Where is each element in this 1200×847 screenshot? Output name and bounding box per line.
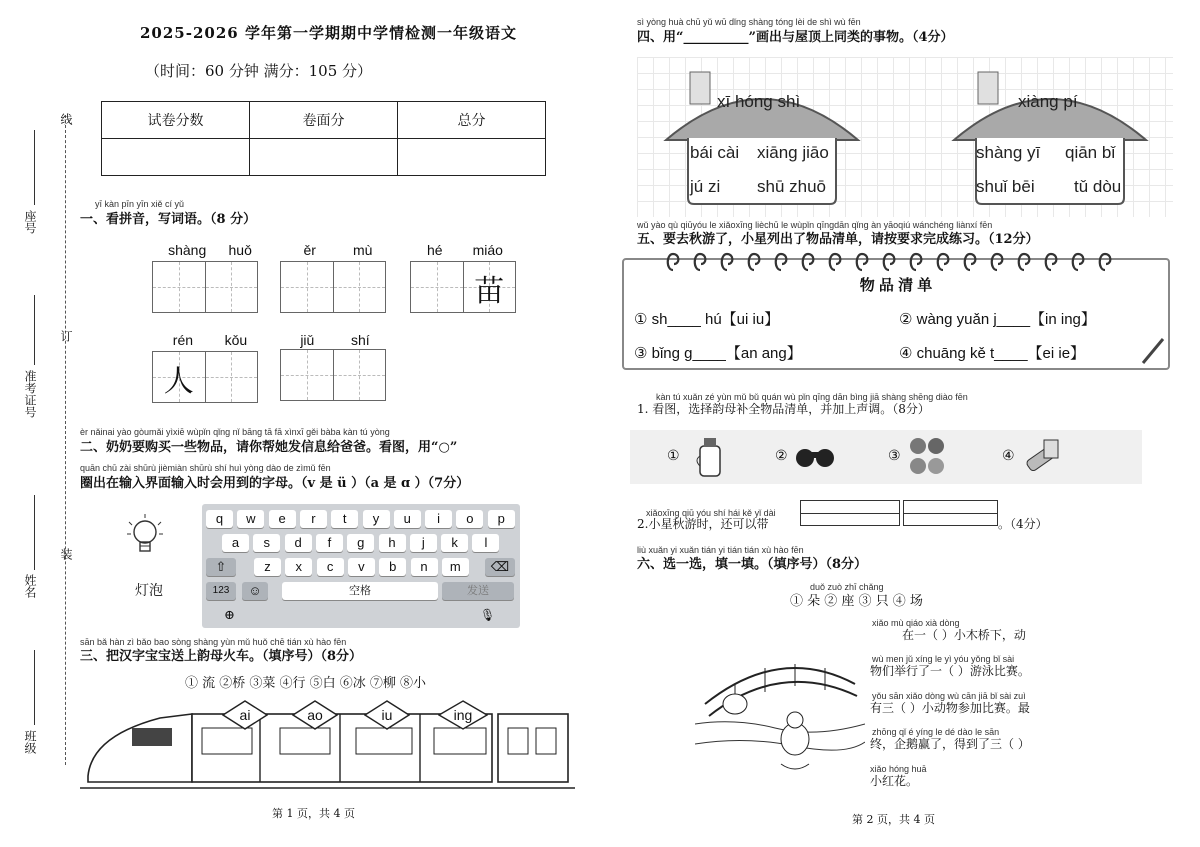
house-2-item-1[interactable]: shàng yī: [976, 143, 1041, 162]
q1-item-2-pinyin: [285, 242, 391, 258]
given-char: 人: [163, 364, 194, 399]
backspace-key[interactable]: ⌫: [485, 558, 515, 576]
space-key[interactable]: 空格: [282, 582, 438, 600]
q6-line-4: 终，企鹅赢了，得到了三（ ）: [870, 737, 1030, 751]
emoji-key[interactable]: ☺: [242, 582, 268, 600]
key-n[interactable]: n: [411, 558, 438, 576]
q6-line-hint-4: zhōng qǐ é yíng le dé dào le sān: [872, 727, 1000, 737]
final-label: ao: [307, 707, 323, 723]
binoculars-icon: [795, 442, 835, 470]
list-title: 物 品 清 单: [859, 277, 933, 294]
list-item-2[interactable]: ② wàng yuǎn j____【in ing】: [899, 311, 1096, 328]
q6-line-3: 有三（ ）小动物参加比赛。最: [870, 701, 1030, 715]
key-r[interactable]: r: [300, 510, 327, 528]
q5-hint: wǔ yào qù qiūyóu le xiǎoxīng lièchū le wùpǐn qīngdān qǐng àn yāoqiú wánchéng liànxí fēn: [637, 220, 993, 230]
q5-sub1-hint: kàn tú xuǎn zé yùn mǔ bǔ quán wù pǐn qīng dān bìng jiā shàng shēng diào fēn: [656, 392, 968, 402]
q2-hint-1: èr nǎinai yào gòumǎi yìxiē wùpǐn qǐng nǐ bāng tā fā xìnxī gěi bàba kàn tú yòng: [80, 427, 390, 437]
q1-writing-box-2[interactable]: [280, 261, 386, 313]
pinyin-syllable: miáo: [472, 242, 503, 258]
q6-line-hint-1: xiǎo mù qiáo xià dòng: [872, 618, 960, 628]
band-aid-icon: [1022, 438, 1062, 478]
q1-writing-box-1[interactable]: [152, 261, 258, 313]
bridge-animals-illustration: [695, 624, 865, 784]
spiral-ring-icon: [853, 250, 871, 272]
key-k[interactable]: k: [441, 534, 468, 552]
q6-options: ① 朵 ② 座 ③ 只 ④ 场: [790, 594, 923, 609]
q2-title-line-1: 二、奶奶要购买一些物品，请你帮她发信息给爸爸。看图，用“○”: [80, 440, 458, 455]
house-1-roof-word: xī hóng shì: [717, 92, 801, 111]
q6-options-hint: duǒ zuò zhī chǎng: [810, 582, 884, 592]
list-item-4[interactable]: ④ chuāng kě t____【ei ie】: [899, 345, 1086, 362]
house-2-roof-word: xiàng pí: [1018, 92, 1078, 111]
key-t[interactable]: t: [331, 510, 358, 528]
spiral-ring-icon: [691, 250, 709, 272]
q5-sub2: 2.小星秋游时，还可以带: [637, 517, 769, 531]
final-sign-ao: [292, 700, 338, 730]
spiral-ring-icon: [745, 250, 763, 272]
q1-pinyin-hint: yī kàn pīn yīn xiě cí yǔ: [95, 199, 185, 209]
house-1-item-1[interactable]: bái cài: [690, 143, 740, 162]
page-2-footer: 第 2 页，共 4 页: [852, 813, 935, 826]
q3-hint: sān bǎ hàn zì bǎo bao sòng shàng yùn mǔ huǒ chē tián xù hào fēn: [80, 637, 347, 647]
house-1-item-3[interactable]: jú zi: [690, 177, 721, 196]
class-label: 班级: [23, 730, 37, 754]
q5-answer-box-1[interactable]: [800, 500, 900, 526]
key-e[interactable]: e: [269, 510, 296, 528]
bulb-label: 灯泡: [135, 583, 163, 599]
key-i[interactable]: i: [425, 510, 452, 528]
spiral-ring-icon: [1096, 250, 1114, 272]
spiral-ring-icon: [907, 250, 925, 272]
q6-line-hint-2: wù men jǔ xíng le yì yóu yǒng bǐ sài: [872, 654, 1015, 664]
name-label: 姓名: [23, 574, 37, 598]
score-input-paper[interactable]: [102, 139, 250, 176]
shift-key[interactable]: ⇧: [206, 558, 236, 576]
q2-hint-2: quān chū zài shūrù jièmiàn shūrù shí huì yòng dào de zìmǔ fēn: [80, 463, 331, 473]
key-z[interactable]: z: [254, 558, 281, 576]
q5-sub2-tail: 。（4分）: [998, 517, 1048, 531]
pinyin-syllable: shí: [350, 332, 370, 348]
key-b[interactable]: b: [379, 558, 406, 576]
final-sign-iu: [364, 700, 410, 730]
q6-line-2: 物们举行了一（ ）游泳比赛。: [870, 664, 1030, 678]
house-2-item-3[interactable]: shuǐ bēi: [976, 177, 1035, 196]
q4-title: 四、用“__________”画出与屋顶上同类的事物。（4分）: [637, 30, 954, 45]
q5-sub2-hint: xiǎoxīng qiū yóu shí hái kě yǐ dài: [646, 508, 776, 518]
pinyin-syllable: kǒu: [224, 332, 248, 348]
final-label: ai: [239, 707, 251, 723]
score-input-total[interactable]: [398, 139, 546, 176]
spiral-ring-icon: [934, 250, 952, 272]
key-m[interactable]: m: [442, 558, 469, 576]
globe-icon[interactable]: ⊕: [224, 608, 235, 623]
key-o[interactable]: o: [456, 510, 483, 528]
score-header-neatness: 卷面分: [250, 102, 398, 139]
page-2: [600, 0, 1200, 847]
spiral-ring-icon: [1069, 250, 1087, 272]
spiral-ring-icon: [1042, 250, 1060, 272]
pinyin-syllable: jiǔ: [300, 332, 315, 348]
q1-item-1-pinyin: [157, 242, 263, 258]
score-input-neatness[interactable]: [250, 139, 398, 176]
notebook-list: [622, 258, 1170, 370]
pinyin-syllable: ěr: [303, 242, 316, 258]
send-key[interactable]: 发送: [442, 582, 514, 600]
spiral-ring-icon: [961, 250, 979, 272]
sidebar-line-mark: 线: [59, 113, 73, 125]
key-j[interactable]: j: [410, 534, 437, 552]
score-table: [101, 101, 546, 176]
house-1-item-4[interactable]: shū zhuō: [757, 177, 826, 196]
pinyin-syllable: rén: [172, 332, 194, 348]
q5-answer-box-2[interactable]: [903, 500, 998, 526]
q6-title: 六、选一选，填一填。（填序号）（8分）: [637, 557, 868, 572]
key-123[interactable]: 123: [206, 582, 236, 600]
q2-title-line-2: 圈出在输入界面输入时会用到的字母。（v 是 ü ）（a 是 ɑ ）（7分）: [80, 476, 470, 491]
kettle-icon: [694, 434, 726, 480]
q1-writing-box-5[interactable]: [280, 349, 386, 401]
q6-line-hint-3: yǒu sān xiǎo dòng wù cān jiā bǐ sài zuì: [872, 691, 1026, 701]
exam-number-field[interactable]: [34, 295, 35, 365]
page-1-footer: 第 1 页，共 4 页: [272, 807, 355, 820]
key-g[interactable]: g: [347, 534, 374, 552]
score-header-paper: 试卷分数: [102, 102, 250, 139]
pic-number: ②: [775, 448, 788, 464]
q6-line-5: 小红花。: [870, 774, 919, 788]
final-sign-ai: [222, 700, 268, 730]
pencil-icon: [1140, 336, 1166, 366]
q1-item-3-pinyin: [412, 242, 518, 258]
q1-writing-box-3[interactable]: [410, 261, 516, 313]
seat-label: 座号: [23, 210, 37, 234]
lightbulb-icon: [125, 512, 165, 564]
phone-keyboard: [202, 504, 520, 628]
spiral-ring-icon: [664, 250, 682, 272]
spiral-ring-icon: [826, 250, 844, 272]
q6-line-hint-5: xiǎo hóng huā: [870, 764, 927, 774]
key-h[interactable]: h: [379, 534, 406, 552]
q5-title: 五、要去秋游了，小星列出了物品清单，请按要求完成练习。（12分）: [637, 232, 1039, 247]
sidebar-zhuang-mark: 装: [59, 548, 73, 560]
key-c[interactable]: c: [317, 558, 344, 576]
spiral-ring-icon: [1015, 250, 1033, 272]
pic-number: ③: [888, 448, 901, 464]
q1-item-5-pinyin: [282, 332, 388, 348]
given-char: 苗: [474, 274, 505, 309]
key-f[interactable]: f: [316, 534, 343, 552]
key-p[interactable]: p: [488, 510, 515, 528]
class-field[interactable]: [34, 650, 35, 725]
house-2-item-4[interactable]: tǔ dòu: [1074, 177, 1122, 196]
q1-title: 一、看拼音，写词语。（8 分）: [80, 212, 257, 227]
q6-hint: liù xuǎn yi xuǎn tián yi tián tián xù hào fēn: [637, 545, 804, 555]
key-u[interactable]: u: [394, 510, 421, 528]
exam-subtitle: （时间：60 分钟 满分：105 分）: [145, 62, 373, 80]
pinyin-syllable: huǒ: [228, 242, 252, 258]
key-q[interactable]: q: [206, 510, 233, 528]
list-item-3[interactable]: ③ bǐng g____【an ang】: [634, 345, 802, 362]
pinyin-syllable: hé: [427, 242, 443, 258]
q1-writing-box-4[interactable]: [152, 351, 258, 403]
key-w[interactable]: w: [237, 510, 264, 528]
house-1-item-2[interactable]: xiāng jiāo: [757, 143, 829, 162]
key-d[interactable]: d: [285, 534, 312, 552]
q1-item-4-pinyin: [157, 332, 263, 348]
key-y[interactable]: y: [363, 510, 390, 528]
spiral-ring-icon: [988, 250, 1006, 272]
seat-field[interactable]: [34, 130, 35, 205]
q6-line-1: 在一（ ）小木桥下，动: [902, 628, 1026, 642]
spiral-ring-icon: [718, 250, 736, 272]
cookies-icon: [908, 436, 948, 480]
final-label: ing: [453, 707, 473, 723]
sidebar-ding-mark: 订: [59, 330, 73, 342]
key-a[interactable]: a: [222, 534, 249, 552]
list-item-1[interactable]: ① sh____ hú【ui iu】: [634, 311, 780, 328]
score-header-total: 总分: [398, 102, 546, 139]
pic-number: ①: [667, 448, 680, 464]
q5-sub1: 1. 看图，选择韵母补全物品清单，并加上声调。（8分）: [637, 402, 930, 416]
pinyin-syllable: mù: [353, 242, 373, 258]
key-s[interactable]: s: [253, 534, 280, 552]
pinyin-syllable: shàng: [168, 242, 207, 258]
microphone-icon[interactable]: 🎙: [480, 608, 496, 622]
key-v[interactable]: v: [348, 558, 375, 576]
q5-picture-strip: [630, 430, 1142, 484]
q4-hint: sì yòng huà chū yǔ wū dǐng shàng tóng lèi de shì wù fēn: [637, 17, 861, 27]
house-2-item-2[interactable]: qiān bǐ: [1065, 143, 1116, 162]
spiral-ring-icon: [772, 250, 790, 272]
name-field[interactable]: [34, 495, 35, 570]
key-x[interactable]: x: [285, 558, 312, 576]
final-sign-ing: [438, 700, 488, 730]
q3-title: 三、把汉字宝宝送上韵母火车。（填序号）（8分）: [80, 649, 363, 664]
spiral-ring-icon: [799, 250, 817, 272]
exam-number-label: 准考证号: [23, 370, 37, 418]
exam-title: 2025-2026 学年第一学期期中学情检测一年级语文: [140, 24, 517, 42]
pic-number: ④: [1002, 448, 1015, 464]
q3-options: ① 流 ②桥 ③菜 ④行 ⑤白 ⑥冰 ⑦柳 ⑧小: [185, 676, 427, 691]
spiral-ring-icon: [880, 250, 898, 272]
final-label: iu: [381, 707, 393, 723]
key-l[interactable]: l: [472, 534, 499, 552]
